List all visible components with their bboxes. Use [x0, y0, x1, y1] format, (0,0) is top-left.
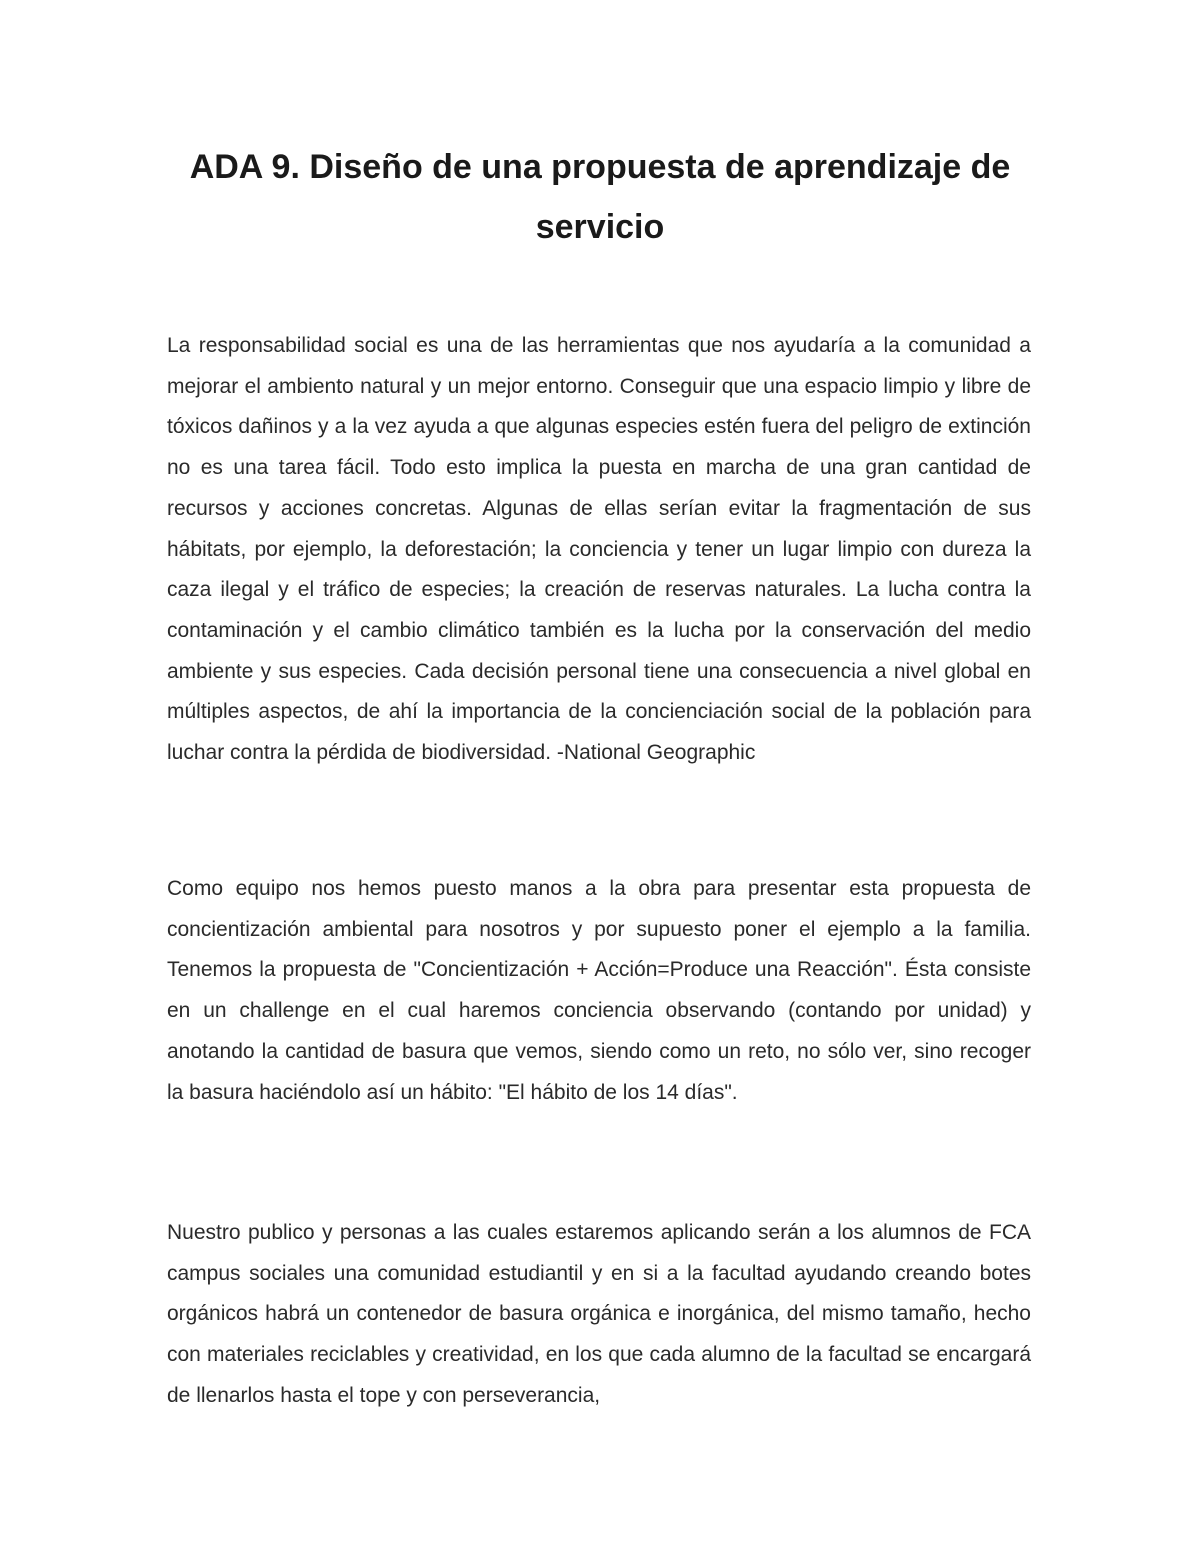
paragraph-publico-objetivo: Nuestro publico y personas a las cuales estaremos aplicando serán a los alumnos de FCA campus sociales una comunidad estudiantil y en si a la facultad ayudando creando botes orgánicos habrá un contenedor de basura orgánica e inorgánica, del mismo tamaño, hecho con materiales reciclables y creatividad, en los que cada alumno de la facultad se encargará de llenarlos hasta el tope y con perseverancia, — [167, 1221, 1031, 1407]
paragraph-propuesta-equipo: Como equipo nos hemos puesto manos a la obra para presentar esta propuesta de concientización ambiental para nosotros y por supuesto poner el ejemplo a la familia. Tenemos la propuesta de "Concientización + Acción=Produce una Reacción". Ésta consiste en un challenge en el cual haremos conciencia observando (contando por unidad) y anotando la cantidad de basura que vemos, siendo como un reto, no sólo ver, sino recoger la basura haciéndolo así un hábito: "El hábito de los 14 días". — [167, 877, 1031, 1104]
paragraph-responsabilidad-social: La responsabilidad social es una de las herramientas que nos ayudaría a la comunidad a mejorar el ambiento natural y un mejor entorno. Conseguir que una espacio limpio y libre de tóxicos dañinos y a la vez ayuda a que algunas especies estén fuera del peligro de extinción no es una tarea fácil. Todo esto implica la puesta en marcha de una gran cantidad de recursos y acciones concretas. Algunas de ellas serían evitar la fragmentación de sus hábitats, por ejemplo, la deforestación; la conciencia y tener un lugar limpio con dureza la caza ilegal y el tráfico de especies; la creación de reservas naturales. La lucha contra la contaminación y el cambio climático también es la lucha por la conservación del medio ambiente y sus especies. Cada decisión personal tiene una consecuencia a nivel global en múltiples aspectos, de ahí la importancia de la concienciación social de la población para luchar contra la pérdida de biodiversidad. -National Geographic — [167, 334, 1031, 765]
document-title: ADA 9. Diseño de una propuesta de aprendizaje de servicio — [189, 148, 1011, 246]
